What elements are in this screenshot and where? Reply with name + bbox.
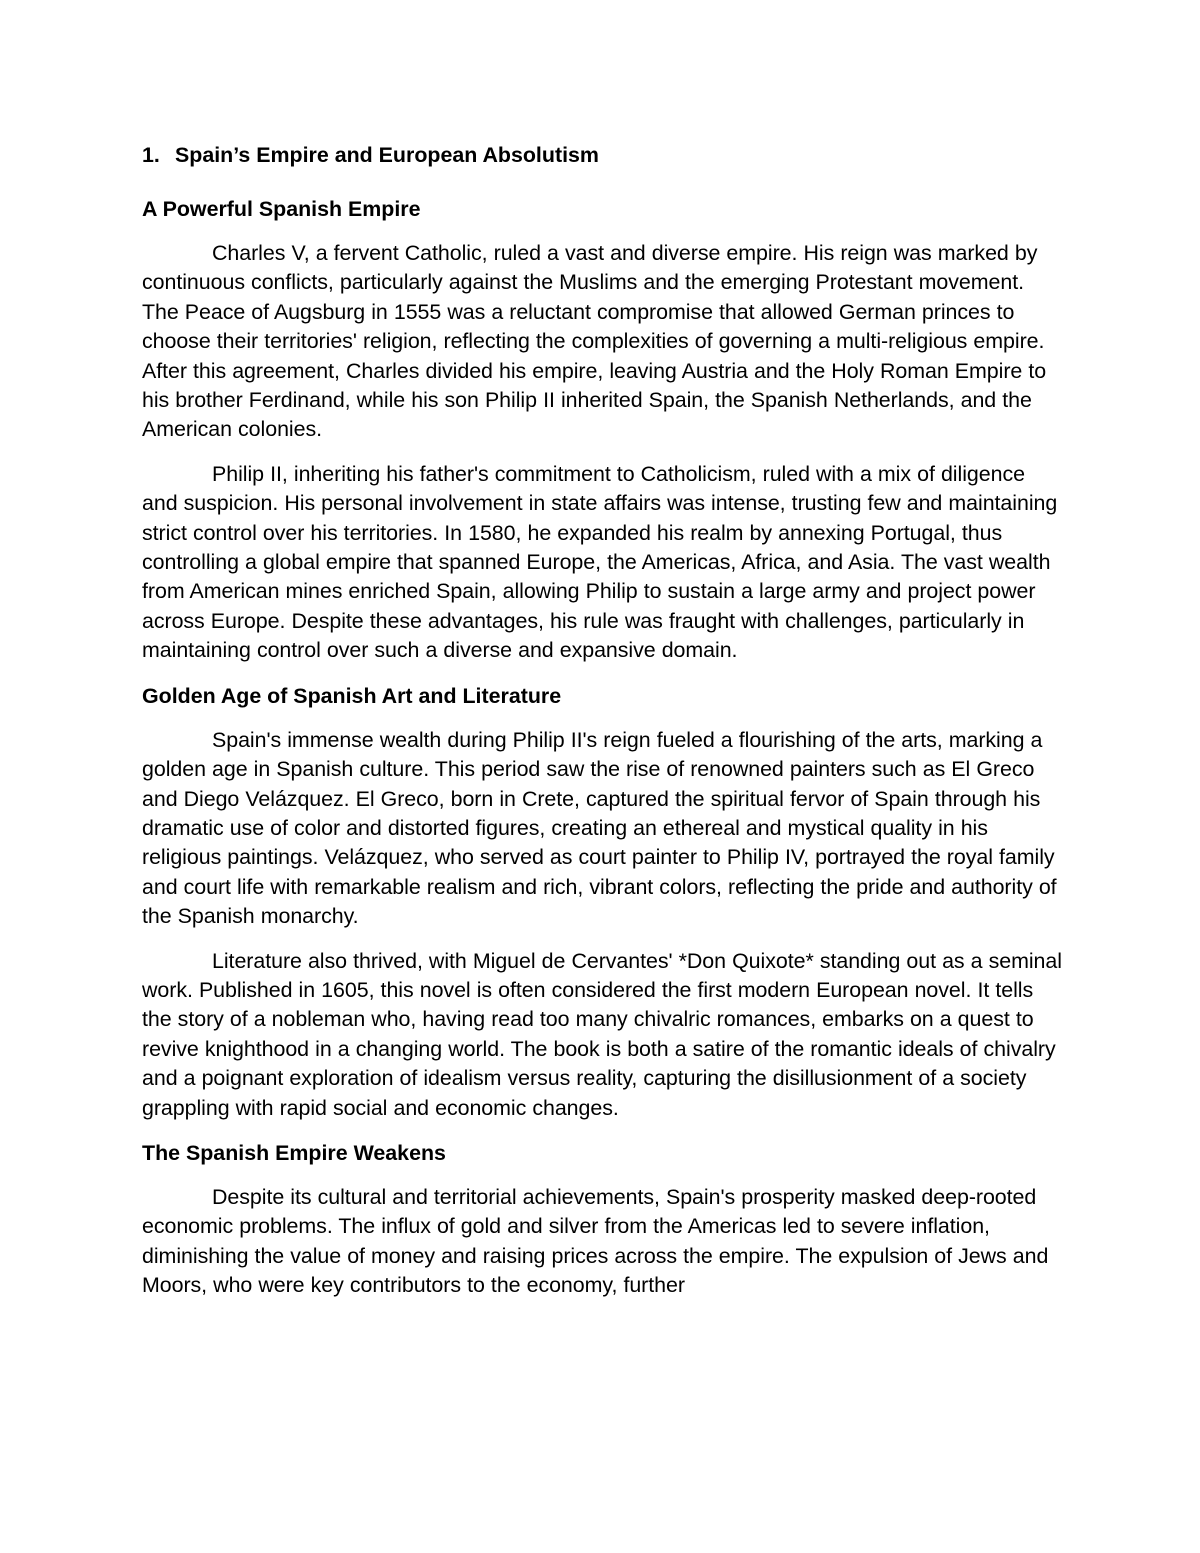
paragraph-economy: Despite its cultural and territorial achievements, Spain's prosperity masked deep-rooted economic problems. The influx of gold and silver from the Americas led to severe inflation, diminishing the value of money and raising prices across the empire. The expulsion of Jews and Moors, who were key contributors to the economy, further	[142, 1184, 1049, 1298]
paragraph-art: Spain's immense wealth during Philip II's reign fueled a flourishing of the arts, marking a golden age in Spanish culture. This period saw the rise of renowned painters such as El Greco and Diego Velázquez. El Greco, born in Crete, captured the spiritual fervor of Spain through his dramatic use of color and distorted figures, creating an ethereal and mystical quality in his religious paintings. Velázquez, who served as court painter to Philip IV, portrayed the royal family and court life with remarkable realism and rich, vibrant colors, reflecting the pride and authority of the Spanish monarchy.	[142, 727, 1057, 929]
title-text: Spain’s Empire and European Absolutism	[175, 143, 599, 168]
paragraph-philip-ii: Philip II, inheriting his father's commitment to Catholicism, ruled with a mix of diligence and suspicion. His personal involvement in state affairs was intense, trusting few and maintaining strict control over his territories. In 1580, he expanded his realm by annexing Portugal, thus controlling a global empire that spanned Europe, the Americas, Africa, and Asia. The vast wealth from American mines enriched Spain, allowing Philip to sustain a large army and project power across Europe. Despite these advantages, his rule was fraught with challenges, particularly in maintaining control over such a diverse and expansive domain.	[142, 461, 1058, 663]
section-heading-powerful-empire: A Powerful Spanish Empire	[142, 197, 421, 222]
document-title	[142, 139, 1062, 173]
document-body	[142, 139, 1062, 1301]
title-number: 1.	[142, 143, 160, 168]
section-heading-empire-weakens: The Spanish Empire Weakens	[142, 1141, 446, 1166]
paragraph-charles-v: Charles V, a fervent Catholic, ruled a vast and diverse empire. His reign was marked by continuous conflicts, particularly against the Muslims and the emerging Protestant movement. The Peace of Augsburg in 1555 was a reluctant compromise that allowed German princes to choose their territories' religion, reflecting the complexities of governing a multi-religious empire. After this agreement, Charles divided his empire, leaving Austria and the Holy Roman Empire to his brother Ferdinand, while his son Philip II inherited Spain, the Spanish Netherlands, and the American colonies.	[142, 241, 1047, 442]
paragraph-literature: Literature also thrived, with Miguel de Cervantes' *Don Quixote* standing out as a seminal work. Published in 1605, this novel is often considered the first modern European novel. It tells the story of a nobleman who, having read too many chivalric romances, embarks on a quest to revive knighthood in a changing world. The book is both a satire of the romantic ideals of chivalry and a poignant exploration of idealism versus reality, capturing the disillusionment of a society grappling with rapid social and economic changes.	[142, 948, 1062, 1120]
section-heading-golden-age: Golden Age of Spanish Art and Literature	[142, 683, 562, 708]
